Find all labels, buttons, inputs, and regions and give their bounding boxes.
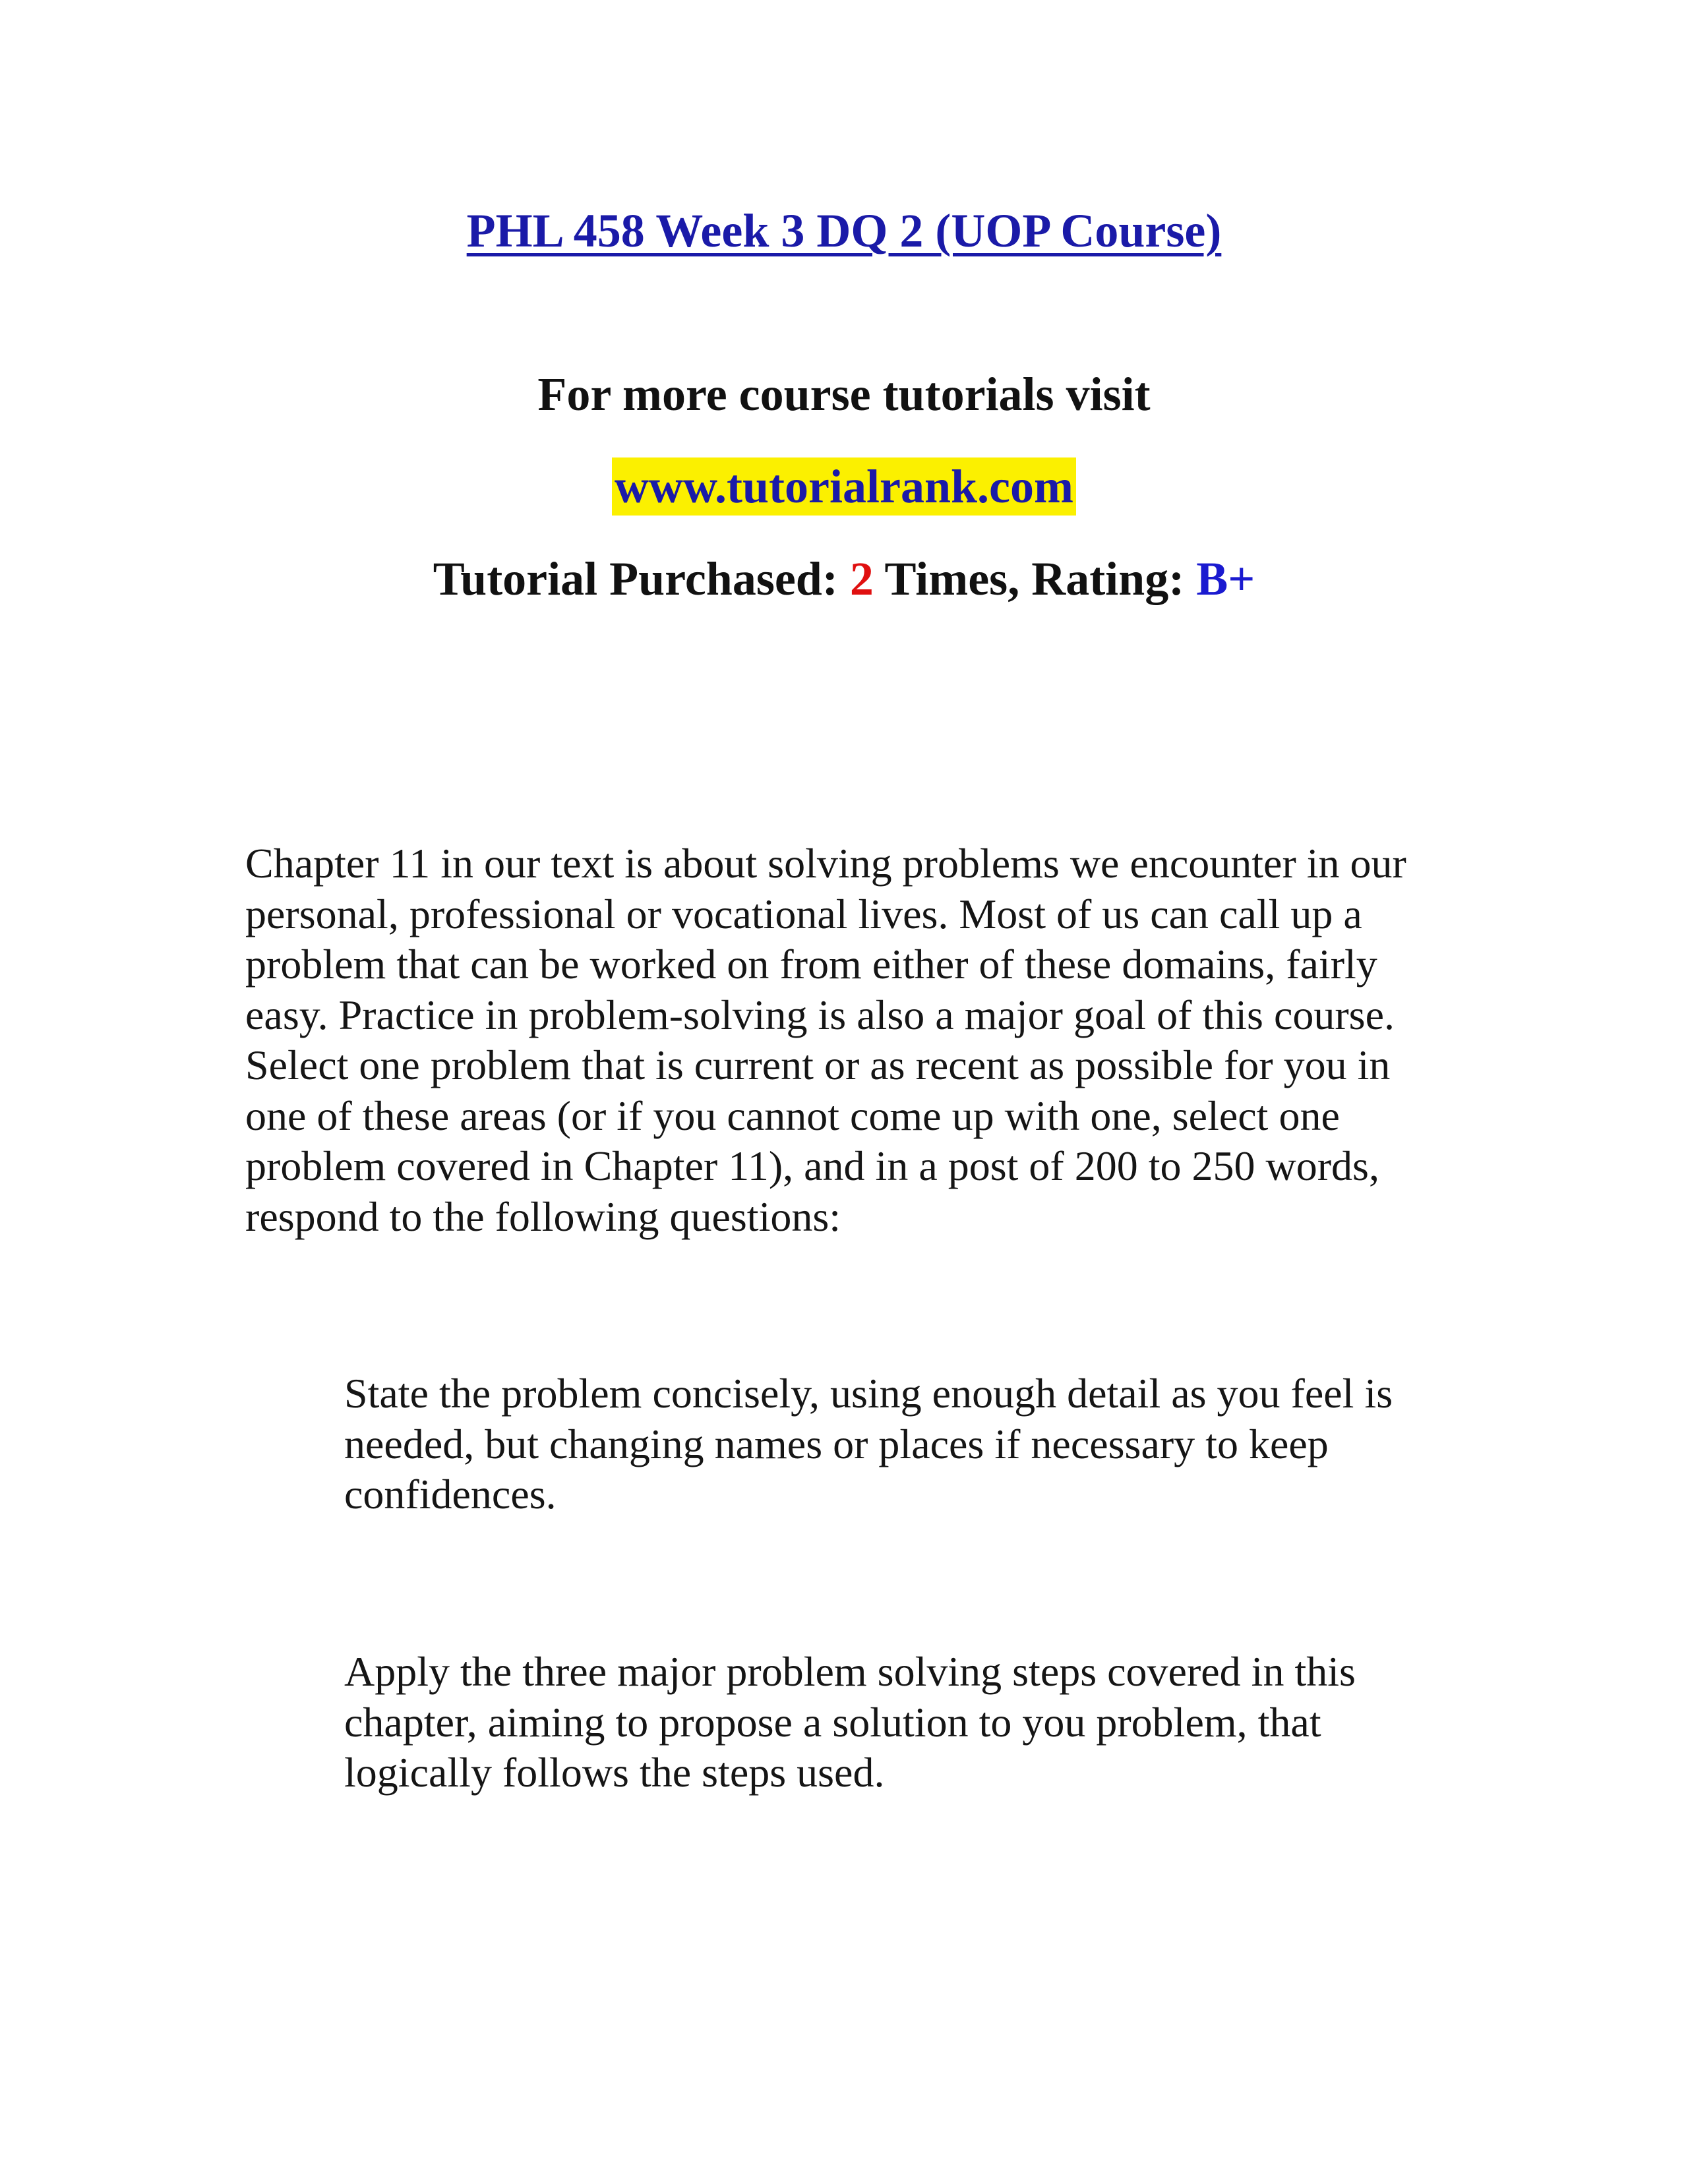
intro-line: problem that can be worked on from either of these domains, fairly [245, 941, 1377, 988]
title-link[interactable]: PHL 458 Week 3 DQ 2 (UOP Course) [466, 204, 1222, 257]
step2-line: Apply the three major problem solving steps covered in this [344, 1648, 1356, 1695]
intro-line: personal, professional or vocational lives. Most of us can call up a [245, 890, 1362, 937]
purchased-suffix: Times, Rating: [873, 552, 1197, 605]
purchase-info [0, 546, 1688, 612]
page-title [0, 198, 1688, 264]
intro-line: problem covered in Chapter 11), and in a post of 200 to 250 words, [245, 1142, 1379, 1189]
step1-line: confidences. [344, 1471, 557, 1518]
intro-paragraph [245, 839, 1485, 1242]
step1-line: needed, but changing names or places if necessary to keep [344, 1420, 1329, 1467]
purchased-prefix: Tutorial Purchased: [433, 552, 850, 605]
intro-line: easy. Practice in problem-solving is also a major goal of this course. [245, 991, 1395, 1038]
step1-line: State the problem concisely, using enough detail as you feel is [344, 1370, 1393, 1417]
intro-line: Chapter 11 in our text is about solving problems we encounter in our [245, 840, 1406, 887]
step2-paragraph [344, 1647, 1505, 1798]
step2-line: logically follows the steps used. [344, 1749, 885, 1796]
intro-line: Select one problem that is current or as recent as possible for you in [245, 1042, 1391, 1088]
visit-text: For more course tutorials visit [537, 368, 1151, 421]
step1-paragraph [344, 1369, 1505, 1520]
rating-value: B+ [1196, 552, 1255, 605]
site-link[interactable]: www.tutorialrank.com [612, 457, 1076, 516]
site-line [0, 455, 1688, 518]
intro-line: one of these areas (or if you cannot come up with one, select one [245, 1092, 1340, 1139]
purchased-count: 2 [849, 552, 874, 605]
step2-line: chapter, aiming to propose a solution to you problem, that [344, 1698, 1321, 1746]
intro-line: respond to the following questions: [245, 1193, 841, 1240]
